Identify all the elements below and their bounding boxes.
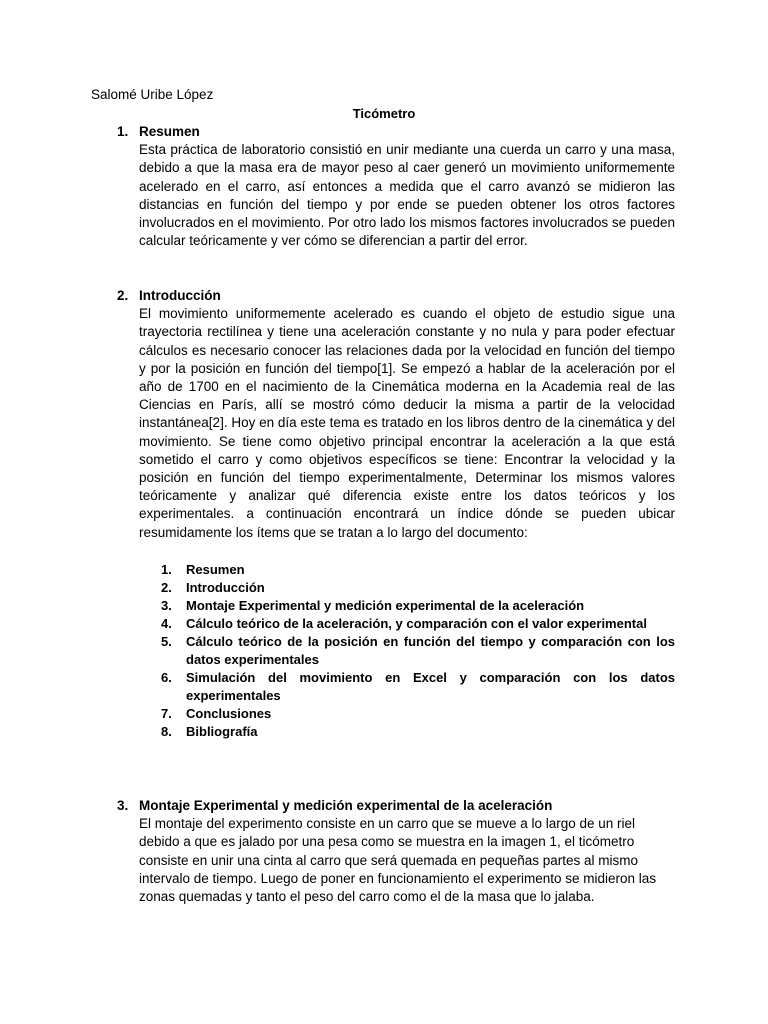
section-introduccion <box>117 287 675 542</box>
section-paragraph: El movimiento uniformemente acelerado es cuando el objeto de estudio sigue una trayectoria rectilínea y tiene una aceleración constante y no nula y para poder efectuar cálculos es necesario conocer las relaciones dada por la velocidad en función del tiempo y por la posición en función del tiempo[1]. Se empezó a hablar de la aceleración por el año de 1700 en el nacimiento de la Cinemática moderna en la Academia real de las Ciencias en París, allí se mostró cómo deducir la misma a partir de la velocidad instantánea[2]. Hoy en día este tema es tratado en los libros dentro de la cinemática y del movimiento. Se tiene como objetivo principal encontrar la aceleración a la que está sometido el carro y como objetivos específicos se tiene: Encontrar la velocidad y la posición en función del tiempo experimentalmente, Determinar los mismos valores teóricamente y analizar qué diferencia existe entre los datos teóricos y los experimentales. a continuación encontrará un índice dónde se pueden ubicar resumidamente los ítems que se tratan a lo largo del documento: <box>139 306 675 540</box>
toc-text: Cálculo teórico de la aceleración, y comparación con el valor experimental <box>186 616 647 631</box>
section-paragraph: El montaje del experimento consiste en un carro que se mueve a lo largo de un riel debido a que es jalado por una pesa como se muestra en la imagen 1, el ticómetro consiste en unir una cinta al carro que será quemada en pequeñas partes al mismo intervalo de tiempo. Luego de poner en funcionamiento el experimento se midieron las zonas quemadas y tanto el peso del carro como el de la masa que lo jalaba. <box>139 816 657 905</box>
section-title: Montaje Experimental y medición experimental de la aceleración <box>139 798 553 813</box>
toc-text: Bibliografía <box>186 724 258 739</box>
section-montaje-experimental <box>117 797 675 906</box>
toc-item <box>161 615 675 633</box>
toc-text: Resumen <box>186 562 245 577</box>
toc-number: 2. <box>161 580 172 595</box>
table-of-contents <box>161 561 675 741</box>
toc-text: Cálculo teórico de la posición en función del tiempo y comparación con los datos experimentales <box>186 634 675 667</box>
toc-text: Montaje Experimental y medición experimental de la aceleración <box>186 598 585 613</box>
toc-text: Introducción <box>186 580 265 595</box>
toc-text: Conclusiones <box>186 706 272 721</box>
toc-number: 6. <box>161 670 172 685</box>
section-title: Introducción <box>139 288 221 303</box>
toc-item <box>161 705 675 723</box>
section-paragraph: Esta práctica de laboratorio consistió en unir mediante una cuerda un carro y una masa, debido a que la masa era de mayor peso al caer generó un movimiento uniformemente acelerado en el carro, así entonces a medida que el carro avanzó se midieron las distancias en función del tiempo y por ende se pueden obtener los otros factores involucrados en el movimiento. Por otro lado los mismos factores involucrados se pueden calcular teóricamente y ver cómo se diferencian a partir del error. <box>139 142 675 249</box>
toc-item <box>161 579 675 597</box>
toc-item <box>161 669 675 705</box>
toc-item <box>161 723 675 741</box>
toc-text: Simulación del movimiento en Excel y comparación con los datos experimentales <box>186 670 675 703</box>
section-title: Resumen <box>139 124 200 139</box>
section-heading <box>117 797 675 815</box>
toc-item <box>161 561 675 579</box>
toc-number: 4. <box>161 616 172 631</box>
author-name: Salomé Uribe López <box>91 87 214 102</box>
section-number: 2. <box>117 288 129 303</box>
section-heading <box>117 123 675 141</box>
toc-number: 3. <box>161 598 172 613</box>
toc-number: 7. <box>161 706 172 721</box>
section-number: 1. <box>117 124 129 139</box>
section-number: 3. <box>117 798 129 813</box>
toc-number: 8. <box>161 724 172 739</box>
section-resumen <box>117 123 675 250</box>
toc-number: 5. <box>161 634 172 649</box>
toc-number: 1. <box>161 562 172 577</box>
section-heading <box>117 287 675 305</box>
toc-item <box>161 633 675 669</box>
toc-item <box>161 597 675 615</box>
document-title: Ticómetro <box>352 106 416 121</box>
